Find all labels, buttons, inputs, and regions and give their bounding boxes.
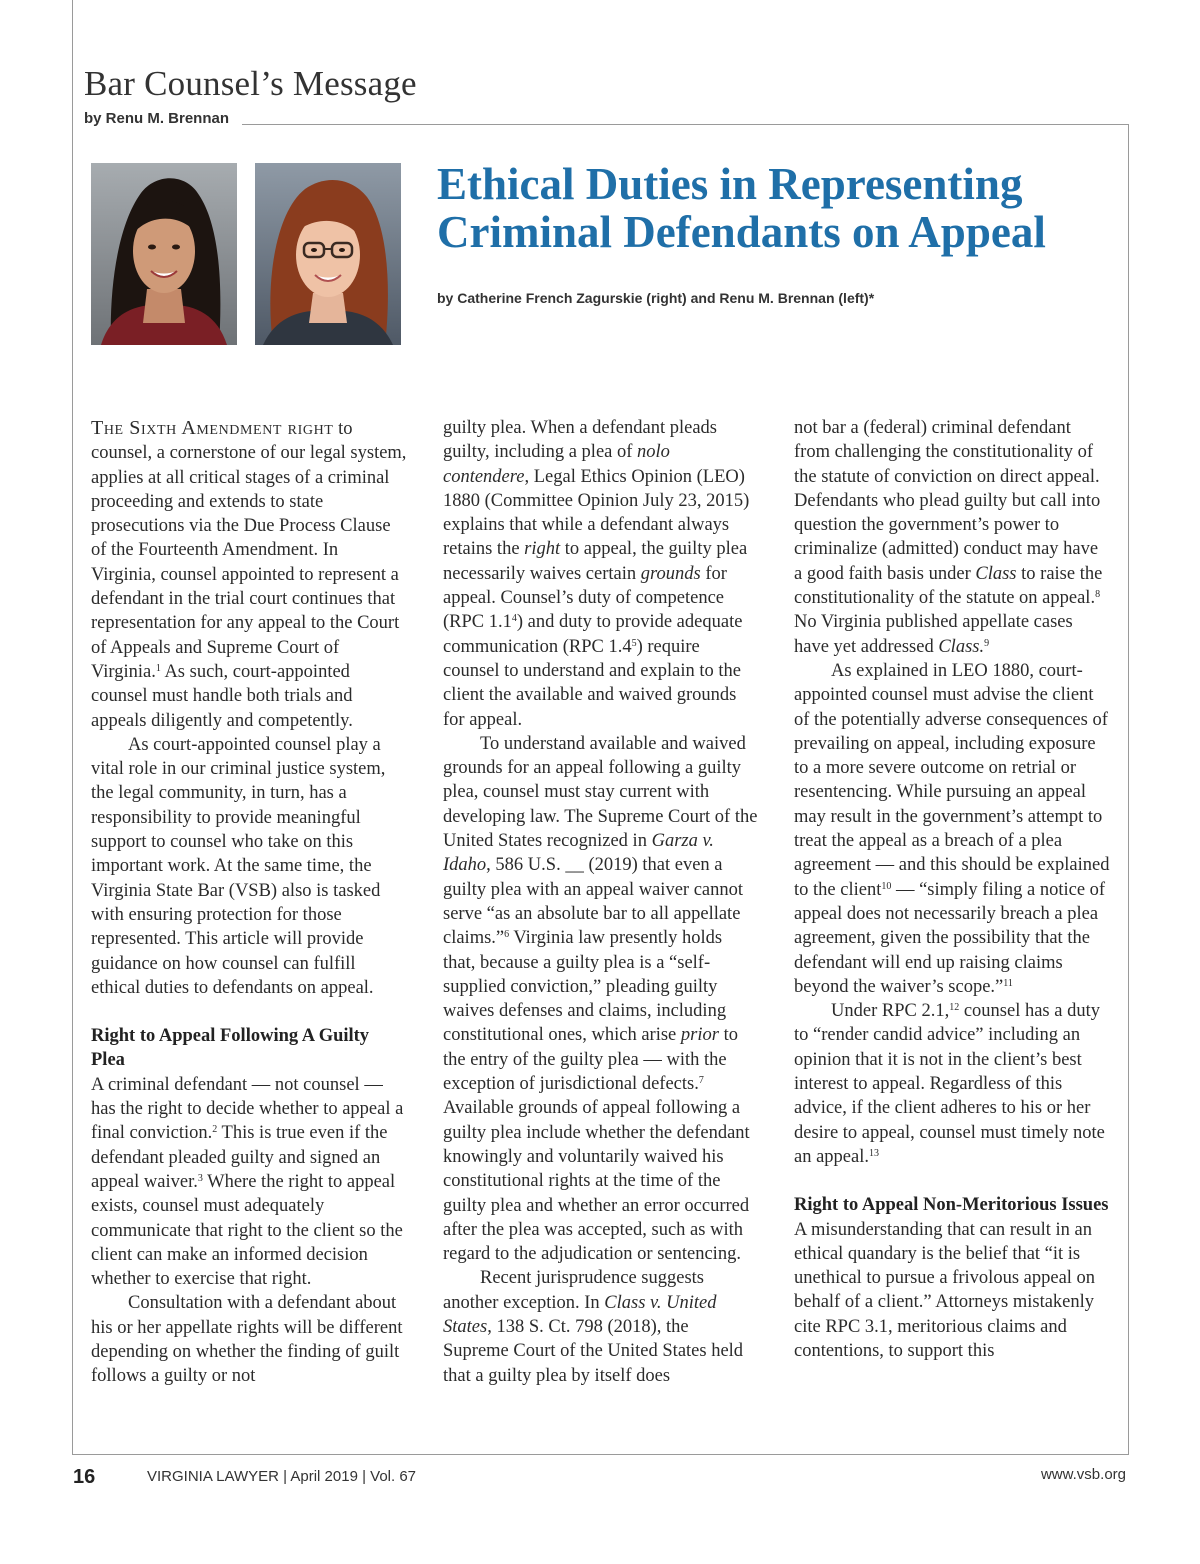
- italic-run: Class: [975, 563, 1017, 584]
- section-heading: Right to Appeal Following A Guilty Plea: [91, 1026, 370, 1071]
- paragraph: [443, 732, 759, 1267]
- text-run: ) and duty to provide adequate communication (RPC 1.4: [443, 612, 743, 657]
- text-run: guilty plea. When a defendant pleads guilty, including a plea of: [443, 418, 717, 463]
- footnote-ref: 13: [869, 1147, 879, 1159]
- text-run: Where the right to appeal exists, counsel must adequately communicate that right to the client so the client can make an informed decision whether to exercise that right.: [91, 1171, 403, 1290]
- paragraph: [443, 416, 759, 732]
- paragraph: As court-appointed counsel play a vital role in our criminal justice system, the legal community, in turn, has a responsibility to provide meaningful support to counsel who take on this important work. At the same time, the Virginia State Bar (VSB) also is tasked with ensuring protection for those represented. This article will provide guidance on how counsel can fulfill ethical duties to defendants on appeal.: [91, 734, 386, 998]
- text-run: A criminal defendant — not counsel — has the right to decide whether to appeal a final conviction.: [91, 1074, 404, 1144]
- text-run: to raise the constitutionality of the statute on appeal.: [794, 563, 1103, 609]
- article-byline: by Catherine French Zagurskie (right) and Renu M. Brennan (left)*: [437, 290, 875, 306]
- footnote-ref: 10: [881, 880, 892, 892]
- footnote-ref: 5: [631, 637, 637, 649]
- text-run: to appeal, the guilty plea necessarily waives certain: [443, 539, 748, 584]
- body-column-1: [91, 416, 407, 1389]
- text-run: for appeal. Counsel’s duty of competence (RPC 1.1: [443, 563, 727, 633]
- footnote-ref: 9: [984, 637, 990, 649]
- page-number: 16: [73, 1466, 96, 1488]
- article-title-line-1: Ethical Duties in Representing: [437, 159, 1023, 209]
- italic-run: right: [524, 539, 561, 560]
- frame-rule-left-top: [72, 0, 73, 124]
- footnote-ref: 7: [698, 1075, 704, 1087]
- paragraph: A misunderstanding that can result in an ethical quandary is the belief that “it is unethical to pursue a frivolous appeal on behalf of a client.” Attorneys mistakenly cite RPC 3.1, meritorious claims and contentions, to support this: [794, 1219, 1096, 1361]
- italic-run: prior: [680, 1025, 719, 1046]
- footnote-ref: 6: [504, 929, 510, 941]
- footnote-ref: 12: [949, 1002, 960, 1014]
- text-run: As such, court-appointed counsel must handle both trials and appeals diligently and competently.: [91, 661, 353, 731]
- paragraph: [91, 1073, 407, 1292]
- paragraph: [794, 416, 1110, 659]
- text-run: As explained in LEO 1880, court-appointed counsel must advise the client of the potentially adverse consequences of prevailing on appeal, including exposure to a more severe outcome on retrial or resentencing. While pursuing an appeal may result in the government’s attempt to treat the appeal as a breach of a plea agreement — and this should be explained to the client: [794, 660, 1110, 900]
- text-run: ) require counsel to understand and explain to the client the available and waived grounds for appeal.: [443, 636, 741, 730]
- text-run: , Legal Ethics Opinion (LEO) 1880 (Committee Opinion July 23, 2015) explains that while a defendant always retains the: [443, 466, 750, 560]
- text-run: This is true even if the defendant pleaded guilty and signed an appeal waiver.: [91, 1123, 388, 1192]
- text-run: counsel has a duty to “render candid advice” including an opinion that it is not in the client’s best interest to appeal. Regardless of this advice, if the client adheres to his or her desire to appeal, counsel must timely note an appeal.: [794, 1001, 1105, 1167]
- text-run: not bar a (federal) criminal defendant from challenging the constitutionality of the statute of conviction on direct appeal. Defendants who plead guilty but call into question the government’s power to criminalize (admitted) conduct may have a good faith basis under: [794, 418, 1101, 584]
- paragraph: [794, 659, 1110, 999]
- article-title-line-2: Criminal Defendants on Appeal: [437, 207, 1046, 257]
- footnote-ref: 2: [212, 1124, 218, 1136]
- frame-rule-right: [1128, 124, 1129, 1454]
- paragraph: [794, 999, 1110, 1169]
- website-link[interactable]: www.vsb.org: [1040, 1466, 1126, 1483]
- text-run: , 586 U.S. __ (2019) that even a guilty plea with an appeal waiver cannot serve “as an absolute bar to all appellate claims.”: [443, 855, 744, 949]
- paragraph: [91, 416, 407, 733]
- body-column-3: [794, 416, 1110, 1363]
- author-photo-right: [255, 163, 401, 345]
- article-title: [437, 160, 1117, 256]
- text-run: — “simply filing a notice of appeal does not necessarily breach a plea agreement, given the possibility that the defendant will end up raising claims beyond the waiver’s scope.”: [794, 879, 1106, 997]
- italic-run: Class.: [938, 636, 985, 657]
- department-title: Bar Counsel’s Message: [84, 64, 417, 103]
- magazine-info: VIRGINIA LAWYER | April 2019 | Vol. 67: [147, 1468, 417, 1485]
- section-heading: Right to Appeal Non-Meritorious Issues: [794, 1195, 1109, 1216]
- frame-rule-top: [242, 124, 1129, 125]
- department-byline: by Renu M. Brennan: [84, 110, 235, 127]
- text-run: to the entry of the guilty plea — with the exception of jurisdictional defects.: [443, 1025, 738, 1095]
- footnote-ref: 1: [155, 662, 161, 674]
- italic-run: Class v. United States: [443, 1292, 717, 1337]
- footnote-ref: 11: [1003, 977, 1013, 989]
- paragraph: [443, 1266, 759, 1387]
- footnote-ref: 3: [197, 1172, 203, 1184]
- text-run: , 138 S. Ct. 798 (2018), the Supreme Court of the United States held that a guilty plea by itself does: [443, 1316, 744, 1386]
- text-run: No Virginia published appellate cases have yet addressed: [794, 612, 1073, 657]
- author-photo-left: [91, 163, 237, 345]
- frame-rule-bottom: [72, 1454, 1129, 1455]
- text-run: to counsel, a cornerstone of our legal system, applies at all critical stages of a criminal proceeding and extends to state prosecutions via the Due Process Clause of the Fourteenth Amendment. In Virginia, counsel appointed to represent a defendant in the trial court continues that representation for any appeal to the Court of Appeals and Supreme Court of Virginia.: [91, 419, 407, 682]
- italic-run: nolo contendere: [443, 442, 670, 487]
- italic-run: Garza v. Idaho: [443, 831, 714, 876]
- footnote-ref: 4: [511, 613, 517, 625]
- footnote-ref: 8: [1095, 589, 1101, 601]
- frame-rule-left: [72, 124, 73, 1454]
- body-column-2: [443, 416, 759, 1388]
- text-run: Virginia law presently holds that, because a guilty plea is a “self-supplied conviction,” pleading guilty waives defenses and claims, including constitutional ones, which arise: [443, 928, 727, 1046]
- italic-run: grounds: [640, 563, 701, 584]
- text-run: To understand available and waived grounds for an appeal following a guilty plea, counsel must stay current with developing law. The Supreme Court of the United States recognized in: [443, 733, 758, 852]
- text-run: Recent jurisprudence suggests another exception. In: [443, 1268, 704, 1313]
- lead-in: The Sixth Amendment right: [91, 417, 334, 439]
- paragraph: Consultation with a defendant about his or her appellate rights will be different depending on whether the finding of guilt follows a guilty or not: [91, 1293, 403, 1387]
- text-run: Under RPC 2.1,: [831, 1001, 950, 1022]
- text-run: Available grounds of appeal following a guilty plea include whether the defendant knowingly and voluntarily waived his constitutional rights at the time of the guilty plea and whether an error occurred after the plea was accepted, such as with regard to the adjudication or sentencing.: [443, 1098, 750, 1265]
